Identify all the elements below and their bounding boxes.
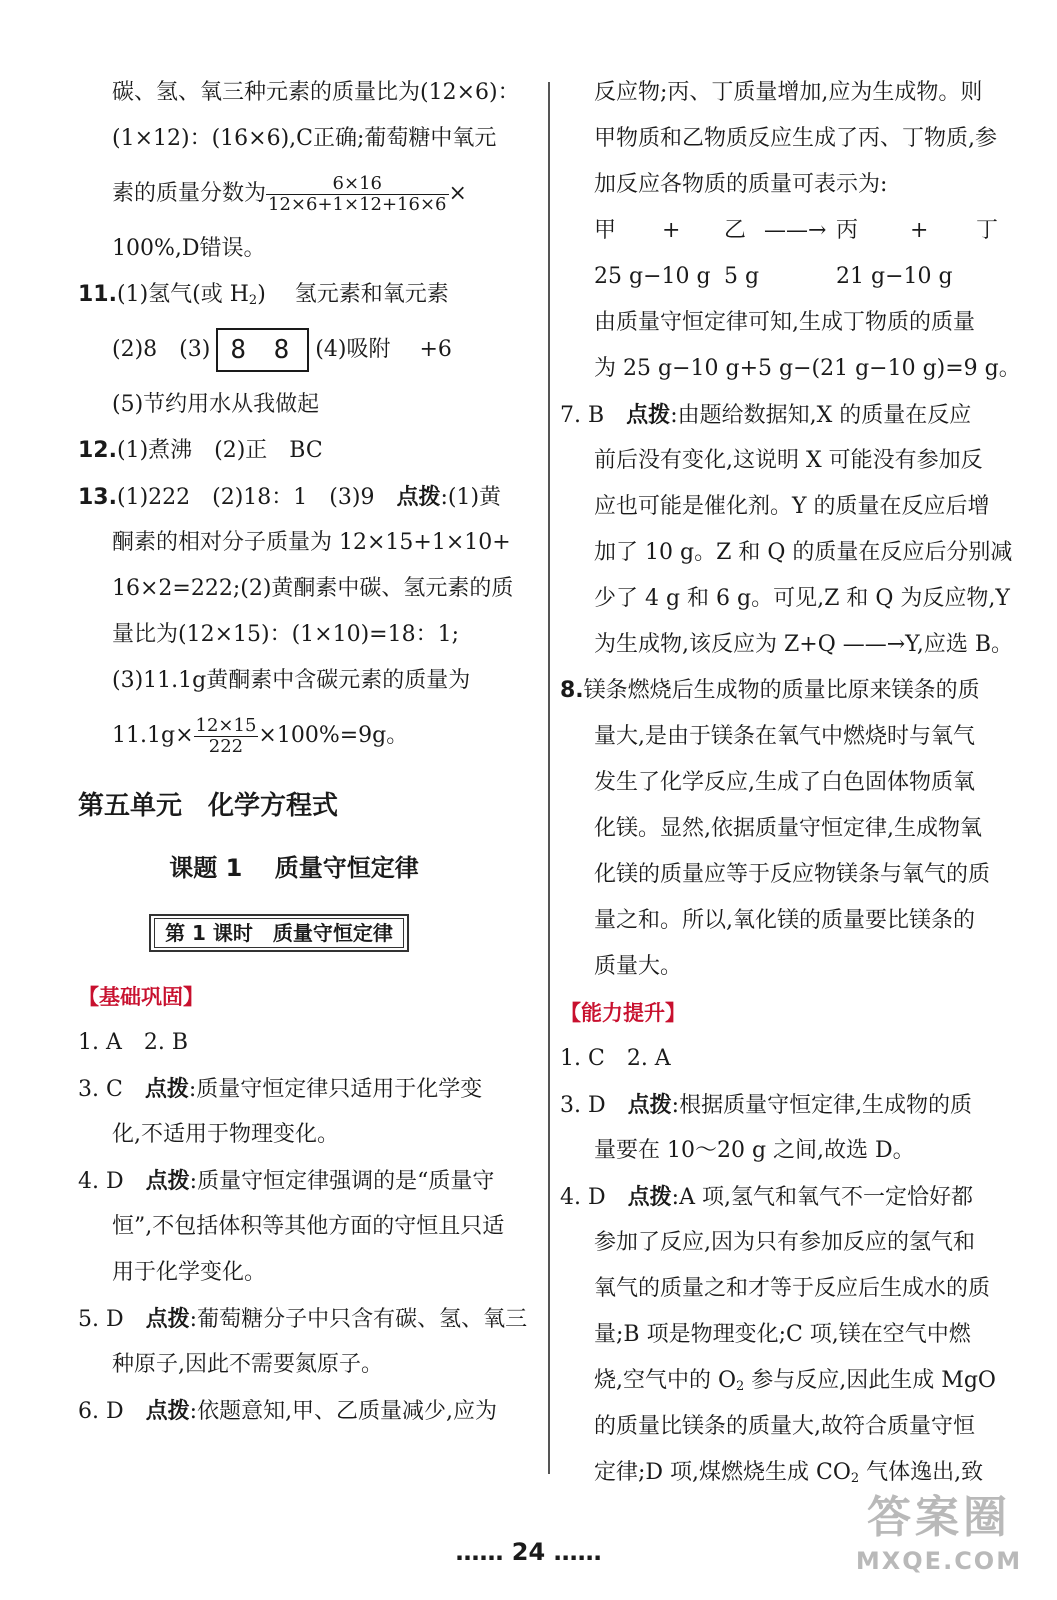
answer-7-line-5: 少了 4 g 和 6 g。可见,Z 和 Q 为反应物,Y (594, 586, 1010, 611)
ability-answer-4-line-6: 的质量比镁条的质量大,故符合质量守恒 (594, 1414, 975, 1439)
ability-answer-3 (560, 1082, 1030, 1128)
ability-answer-4-line-3: 氧气的质量之和才等于反应后生成水的质 (594, 1276, 991, 1301)
basic-answer-5 (78, 1296, 540, 1342)
tip-text: :A 项,氢气和氧气不一定恰好都 (671, 1185, 973, 1210)
fraction-denominator: 12×6+1×12+16×6 (268, 193, 447, 215)
tip-text: :根据质量守恒定律,生成物的质 (671, 1093, 973, 1118)
subscript: 2 (248, 293, 258, 308)
answer-12-text: (1)煮沸 (2)正 BC (116, 438, 323, 463)
answer-8 (560, 668, 1030, 714)
tip-label: 点拨 (145, 1306, 190, 1332)
watermark-logo-text: 答案圈 (867, 1492, 1011, 1543)
answer-8-line-7: 质量大。 (594, 954, 683, 979)
product-ding: 丁 (976, 218, 999, 243)
fraction-suffix: ×100%=9g。 (258, 723, 409, 748)
answer-13 (78, 474, 540, 520)
answer-7 (560, 392, 1030, 438)
answer-12 (78, 428, 540, 474)
answer-6-line-3: 甲物质和乙物质反应生成了丙、丁物质,参 (594, 126, 997, 151)
left-column (78, 70, 540, 1434)
subscript: 2 (736, 1379, 745, 1394)
answer-6-line-8: 为 25 g−10 g+5 g−(21 g−10 g)=9 g。 (594, 356, 1021, 381)
tip-label: 点拨 (145, 1398, 190, 1424)
answer-10-fraction-line (78, 162, 540, 226)
tip-text: :质量守恒定律强调的是“质量守 (189, 1169, 495, 1194)
tip-label: 点拨 (144, 1076, 189, 1102)
right-column (560, 70, 1030, 1496)
answer-11-line-2 (78, 318, 540, 382)
question-number: 6. D (78, 1399, 124, 1424)
tip-text: :依题意知,甲、乙质量减少,应为 (189, 1399, 498, 1424)
answer-13-line-3: 16×2=222;(2)黄酮素中碳、氢元素的质 (112, 576, 514, 601)
fraction-prefix: 11.1g× (112, 723, 194, 748)
answer-11-part-4: (4)吸附 +6 (315, 337, 452, 362)
answer-11-part-a: (1)氢气(或 H (116, 282, 249, 307)
answer-10-line-4: 100%,D错误。 (112, 236, 266, 261)
text-part: 烧,空气中的 O (594, 1368, 737, 1393)
answer-8-line-2: 量大,是由于镁条在氧气中燃烧时与氧气 (594, 724, 975, 749)
section-ability: 【能力提升】 (560, 1001, 686, 1025)
question-number: 13. (78, 485, 117, 510)
basic-answer-4-line-2: 恒”,不包括体积等其他方面的守恒且只适 (112, 1214, 505, 1239)
mass-jia: 25 g−10 g (594, 264, 711, 289)
mass-yi: 5 g (724, 264, 760, 289)
answer-8-line-5: 化镁的质量应等于反应物镁条与氧气的质 (594, 862, 991, 887)
tip-text: :由题给数据知,X 的质量在反应 (670, 403, 972, 428)
plus-sign: + (662, 218, 681, 243)
column-divider (548, 82, 550, 1474)
question-number: 4. D (560, 1185, 606, 1210)
answer-6-line-7: 由质量守恒定律可知,生成丁物质的质量 (594, 310, 975, 335)
period-title-wrap (78, 914, 540, 974)
mass-bing: 21 g−10 g (836, 264, 953, 289)
watermark (839, 1490, 1039, 1590)
lesson-title: 课题 1 质量守恒定律 (169, 854, 419, 882)
reaction-arrow: ——→ (764, 218, 827, 243)
answer-11 (78, 272, 540, 318)
unit-title: 第五单元 化学方程式 (78, 791, 339, 821)
tip-label: 点拨 (627, 1184, 672, 1210)
answer-10-line-2: (1×12)：(16×6),C正确;葡萄糖中氧元 (112, 126, 497, 151)
answer-13-line-2: 酮素的相对分子质量为 12×15+1×10+ (112, 530, 511, 555)
fraction-suffix: × (448, 181, 467, 206)
tip-label: 点拨 (396, 484, 441, 510)
ability-answer-3-line-2: 量要在 10～20 g 之间,故选 D。 (594, 1138, 915, 1163)
answer-11-part-b: ) 氢元素和氧元素 (257, 282, 449, 307)
ability-answer-4-line-2: 参加了反应,因为只有参加反应的氢气和 (594, 1230, 975, 1255)
question-number: 5. D (78, 1307, 124, 1332)
answer-13-line-5: (3)11.1g黄酮素中含碳元素的质量为 (112, 668, 471, 693)
answer-10-line-1: 碳、氢、氧三种元素的质量比为(12×6)： (112, 80, 520, 105)
answer-7-line-6: 为生成物,该反应为 Z+Q ——→Y,应选 B。 (594, 632, 1014, 657)
answer-6-line-2: 反应物;丙、丁质量增加,应为生成物。则 (594, 80, 983, 105)
answer-6-line-4: 加反应各物质的质量可表示为: (594, 172, 888, 197)
basic-answer-3 (78, 1066, 540, 1112)
tip-label: 点拨 (145, 1168, 190, 1194)
basic-answers-1-2: 1. A 2. B (78, 1030, 189, 1055)
watermark-domain: MXQE.COM (855, 1547, 1023, 1575)
question-number: 12. (78, 438, 117, 463)
tip-text: :质量守恒定律只适用于化学变 (188, 1077, 483, 1102)
answer-7-line-3: 应也可能是催化剂。Y 的质量在反应后增 (594, 494, 990, 519)
footer-dots-right: …… (553, 1538, 602, 1566)
fraction-denominator: 222 (208, 735, 244, 757)
question-number: 11. (78, 282, 117, 307)
answer-13-tip-start: :(1)黄 (440, 485, 502, 510)
tip-label: 点拨 (626, 402, 671, 428)
tip-label: 点拨 (627, 1092, 672, 1118)
reaction-masses (560, 254, 1030, 300)
tip-text: :葡萄糖分子中只含有碳、氢、氧三 (189, 1307, 528, 1332)
answer-8-line-4: 化镁。显然,依据质量守恒定律,生成物氧 (594, 816, 982, 841)
mass-fraction (266, 174, 448, 215)
ability-answer-4-line-4: 量;B 项是物理变化;C 项,镁在空气中燃 (594, 1322, 971, 1347)
basic-answer-6 (78, 1388, 540, 1434)
digital-display-box: 8 8 (216, 328, 309, 372)
text-part: 定律;D 项,煤燃烧生成 CO (594, 1460, 851, 1485)
answer-11-part-2: (2)8 (3) (112, 337, 211, 362)
answer-7-line-4: 加了 10 g。Z 和 Q 的质量在反应后分别减 (594, 540, 1013, 565)
footer-dots-left: …… (455, 1538, 504, 1566)
text-part: 参与反应,因此生成 MgO (744, 1368, 996, 1393)
page-number: 24 (511, 1538, 546, 1566)
carbon-fraction (194, 716, 259, 757)
period-title: 第 1 课时 质量守恒定律 (154, 918, 404, 948)
reaction-equation (560, 208, 1030, 254)
basic-answer-4 (78, 1158, 540, 1204)
fraction-numerator: 6×16 (266, 174, 448, 195)
product-bing: 丙 (836, 218, 859, 243)
reactant-yi: 乙 (724, 218, 747, 243)
fraction-prefix: 素的质量分数为 (112, 181, 267, 206)
basic-answer-4-line-3: 用于化学变化。 (112, 1260, 267, 1285)
answer-13-fraction-line (78, 704, 540, 768)
answer-8-text: 镁条燃烧后生成物的质量比原来镁条的质 (583, 678, 980, 703)
answer-8-line-6: 量之和。所以,氧化镁的质量要比镁条的 (594, 908, 975, 933)
reactant-jia: 甲 (594, 218, 617, 243)
answer-8-line-3: 发生了化学反应,生成了白色固体物质氧 (594, 770, 975, 795)
basic-answer-5-line-2: 种原子,因此不需要氮原子。 (112, 1352, 383, 1377)
period-title-box (149, 914, 409, 952)
question-number: 8. (560, 678, 584, 703)
answer-13-line-4: 量比为(12×15)：(1×10)=18：1; (112, 622, 460, 647)
question-number: 3. C (78, 1077, 123, 1102)
ability-answer-4-line-5 (560, 1358, 1030, 1404)
ability-answer-4 (560, 1174, 1030, 1220)
question-number: 7. B (560, 403, 605, 428)
fraction-numerator: 12×15 (195, 714, 257, 736)
basic-answer-3-line-2: 化,不适用于物理变化。 (112, 1122, 339, 1147)
subscript: 2 (850, 1471, 860, 1486)
answer-7-line-2: 前后没有变化,这说明 X 可能没有参加反 (594, 448, 983, 473)
question-number: 3. D (560, 1093, 606, 1118)
text-part: 气体逸出,致 (859, 1460, 984, 1485)
answer-13-answers: (1)222 (2)18：1 (3)9 (116, 485, 397, 510)
answer-11-line-3: (5)节约用水从我做起 (112, 392, 320, 417)
plus-sign: + (910, 218, 929, 243)
ability-answers-1-2: 1. C 2. A (560, 1046, 671, 1071)
section-basic: 【基础巩固】 (78, 985, 204, 1009)
question-number: 4. D (78, 1169, 124, 1194)
